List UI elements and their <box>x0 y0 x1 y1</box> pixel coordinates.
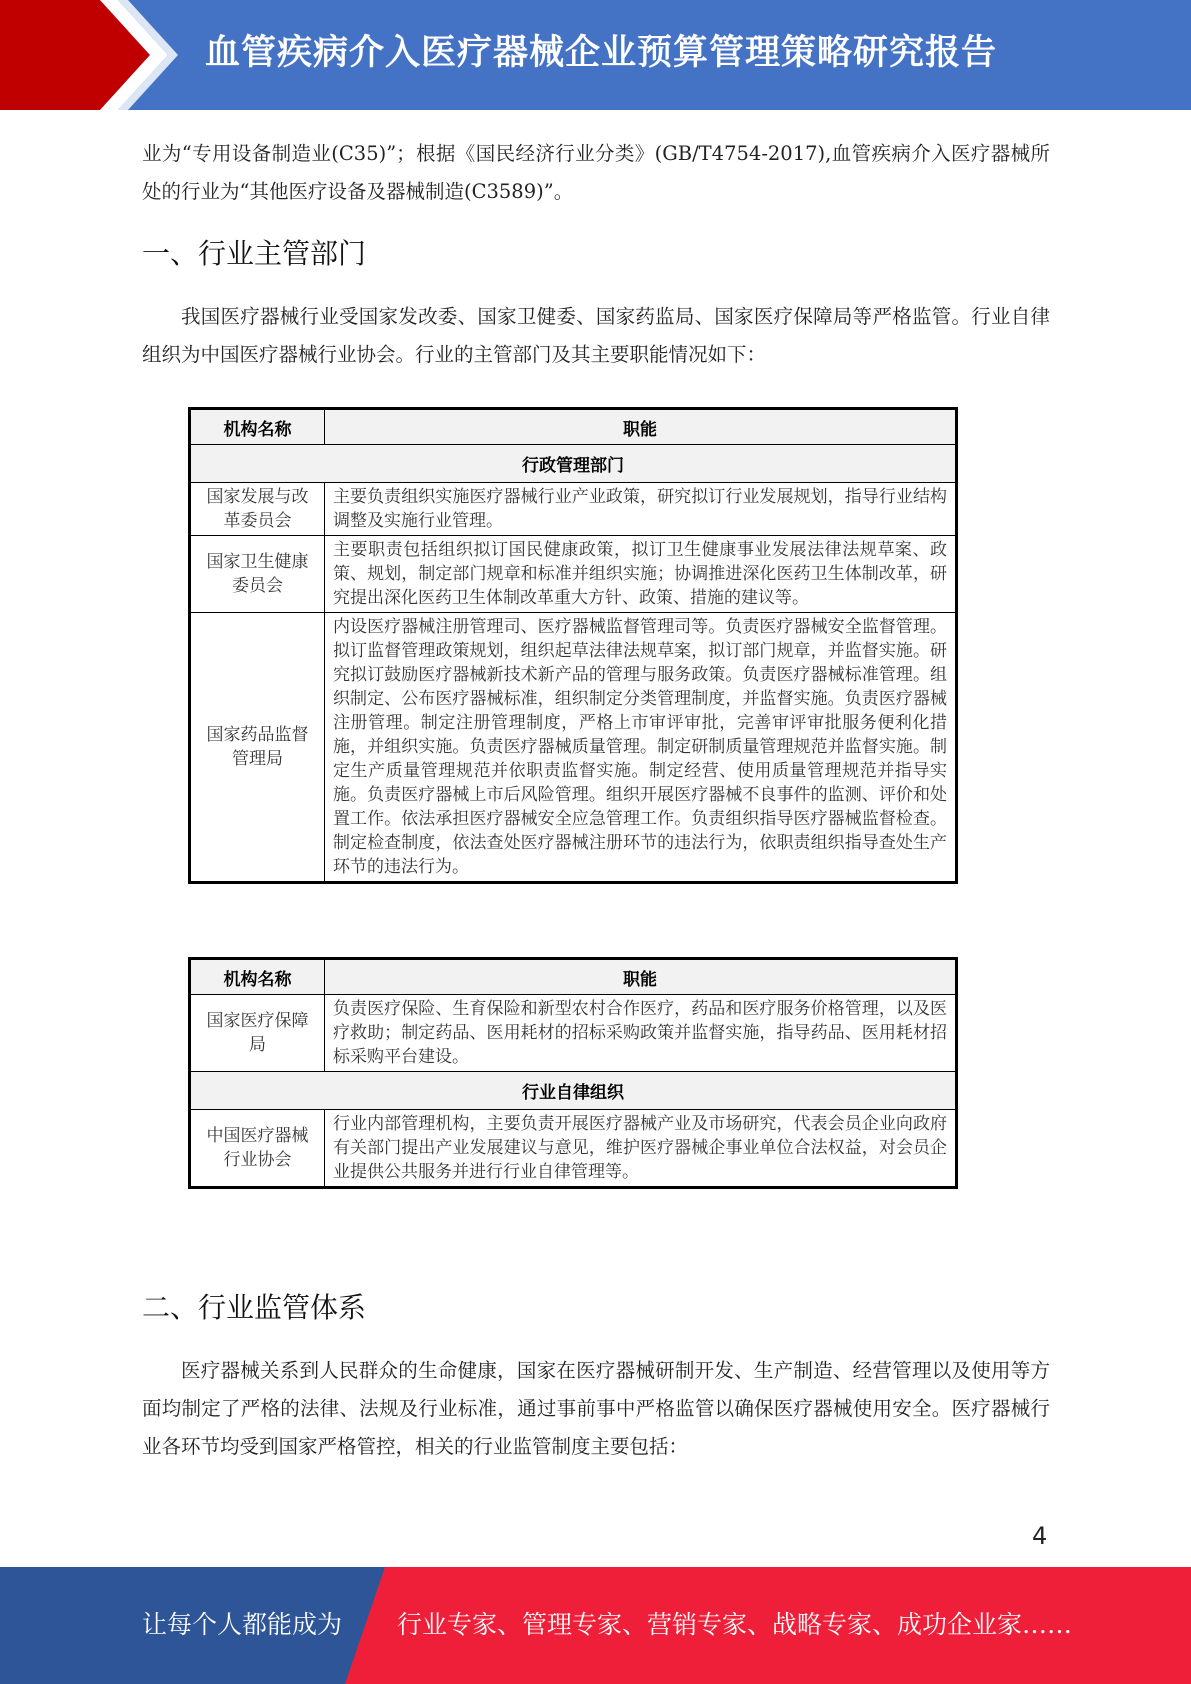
page-header <box>0 0 1191 110</box>
col-header-name: 机构名称 <box>190 959 325 995</box>
section-1-paragraph: 我国医疗器械行业受国家发改委、国家卫健委、国家药监局、国家医疗保障局等严格监管。行业自律组织为中国医疗器械行业协会。行业的主管部门及其主要职能情况如下： <box>142 305 1050 366</box>
table-row <box>190 613 957 883</box>
table-row <box>190 536 957 613</box>
page-number: 4 <box>1032 1522 1048 1550</box>
section-self-regulatory: 行业自律组织 <box>190 1072 957 1110</box>
org-duty: 负责医疗保险、生育保险和新型农村合作医疗，药品和医疗服务价格管理，以及医疗救助；制定药品、医用耗材的招标采购政策并监督实施，指导药品、医用耗材招标采购平台建设。 <box>325 995 957 1072</box>
report-title: 血管疾病介入医疗器械企业预算管理策略研究报告 <box>205 33 998 73</box>
intro-paragraph: 业为“专用设备制造业(C35)”；根据《国民经济行业分类》(GB/T4754-2017),血管疾病介入医疗器械所处的行业为“其他医疗设备及器械制造(C3589)”。 <box>142 142 1050 203</box>
table-header-row <box>190 959 957 995</box>
col-header-duty: 职能 <box>325 959 957 995</box>
section-2-heading: 二、行业监管体系 <box>142 1291 367 1324</box>
section-1-heading: 一、行业主管部门 <box>142 237 367 270</box>
org-name: 中国医疗器械行业协会 <box>190 1110 325 1188</box>
org-name: 国家发展与改革委员会 <box>190 483 325 536</box>
footer-slogan-right: 行业专家、管理专家、营销专家、战略专家、成功企业家…… <box>397 1610 1073 1639</box>
table-section-row <box>190 1072 957 1110</box>
org-duty: 行业内部管理机构，主要负责开展医疗器械产业及市场研究，代表会员企业向政府有关部门提出产业发展建议与意见，维护医疗器械企事业单位合法权益，对会员企业提供公共服务并进行行业自律管理等。 <box>325 1110 957 1188</box>
table-section-row <box>190 445 957 483</box>
org-duty: 主要负责组织实施医疗器械行业产业政策，研究拟订行业发展规划，指导行业结构调整及实施行业管理。 <box>325 483 957 536</box>
page-footer <box>0 1567 1191 1684</box>
org-table-2 <box>188 957 958 1189</box>
col-header-duty: 职能 <box>325 409 957 445</box>
org-name: 国家药品监督管理局 <box>190 613 325 883</box>
table-header-row <box>190 409 957 445</box>
org-name: 国家医疗保障局 <box>190 995 325 1072</box>
org-duty: 内设医疗器械注册管理司、医疗器械监督管理司等。负责医疗器械安全监督管理。拟订监督管理政策规划，组织起草法律法规草案，拟订部门规章，并监督实施。研究拟订鼓励医疗器械新技术新产品的管理与服务政策。负责医疗器械标准管理。组织制定、公布医疗器械标准，组织制定分类管理制度，并监督实施。负责医疗器械注册管理。制定注册管理制度，严格上市审评审批，完善审评审批服务便利化措施，并组织实施。负责医疗器械质量管理。制定研制质量管理规范并监督实施。制定生产质量管理规范并依职责监督实施。制定经营、使用质量管理规范并指导实施。负责医疗器械上市后风险管理。组织开展医疗器械不良事件的监测、评价和处置工作。依法承担医疗器械安全应急管理工作。负责组织指导医疗器械监督检查。制定检查制度，依法查处医疗器械注册环节的违法行为，依职责组织指导查处生产环节的违法行为。 <box>325 613 957 883</box>
org-table-1 <box>188 407 958 884</box>
footer-slogan-left: 让每个人都能成为 <box>142 1610 343 1639</box>
section-2-paragraph: 医疗器械关系到人民群众的生命健康，国家在医疗器械研制开发、生产制造、经营管理以及使用等方面均制定了严格的法律、法规及行业标准，通过事前事中严格监管以确保医疗器械使用安全。医疗器械行业各环节均受到国家严格管控，相关的行业监管制度主要包括： <box>142 1359 1050 1458</box>
table-row <box>190 995 957 1072</box>
table-row <box>190 1110 957 1188</box>
org-name: 国家卫生健康委员会 <box>190 536 325 613</box>
section-admin-departments: 行政管理部门 <box>190 445 957 483</box>
col-header-name: 机构名称 <box>190 409 325 445</box>
table-row <box>190 483 957 536</box>
org-duty: 主要职责包括组织拟订国民健康政策，拟订卫生健康事业发展法律法规草案、政策、规划，制定部门规章和标准并组织实施；协调推进深化医药卫生体制改革，研究提出深化医药卫生体制改革重大方针、政策、措施的建议等。 <box>325 536 957 613</box>
